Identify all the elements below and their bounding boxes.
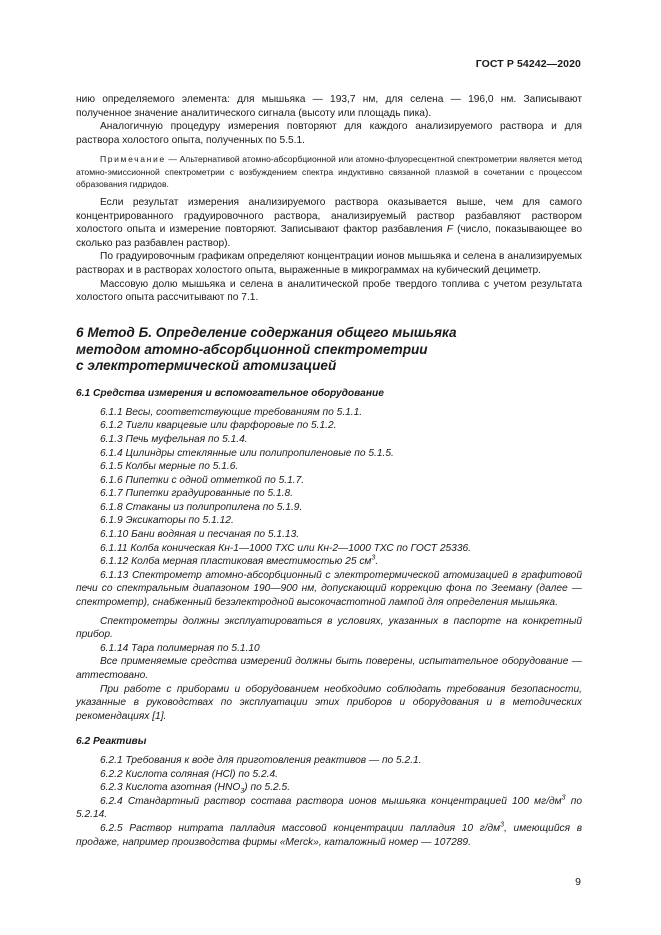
- list-item: 6.1.11 Колба коническая Кн-1—1000 ТХС или Кн-2—1000 ТХС по ГОСТ 25336.: [100, 542, 472, 554]
- standard-header: ГОСТ Р 54242—2020: [475, 58, 581, 70]
- text-run: 6.2.3 Кислота азотная (HNO: [100, 782, 241, 794]
- text-run: ) по 5.2.5.: [244, 782, 291, 794]
- paragraph: Аналогичную процедуру измерения повторяют для каждого анализируемого раствора и для раствора холостого опыта, полученных по 5.5.1.: [76, 121, 582, 146]
- reagents-list: [76, 754, 582, 849]
- list-item: 6.1.6 Пипетки с одной отметкой по 5.1.7.: [100, 474, 305, 486]
- section-6-2-heading: 6.2 Реактивы: [76, 736, 147, 748]
- list-item: [76, 822, 582, 849]
- superscript: 3: [500, 821, 505, 829]
- superscript: 3: [561, 794, 566, 802]
- list-item: 6.1.1 Весы, соответствующие требованиям по 5.1.1.: [100, 406, 363, 418]
- note-text: — Альтернативой атомно-абсорбционной или атомно-флуоресцентной спектрометрии является метод атомно-эмиссионной спектрометрии с возбуждением спектра индуктивно связанной плазмой в сочетании с процессом образования гидридов.: [76, 154, 582, 189]
- paragraph: [76, 196, 582, 250]
- dilution-factor-symbol: F: [446, 224, 453, 236]
- text-run: , имеющийся в продаже, например производства фирмы «Merck», каталожный номер — 107289.: [76, 822, 583, 848]
- list-item: 6.1.4 Цилиндры стеклянные или полипропиленовые по 5.1.5.: [100, 447, 394, 459]
- list-item: 6.1.8 Стаканы из полипропилена по 5.1.9.: [100, 501, 303, 513]
- paragraph: Спектрометры должны эксплуатироваться в условиях, указанных в паспорте на конкретный прибор.: [76, 615, 582, 641]
- page-number: 9: [575, 876, 581, 888]
- superscript: 3: [371, 554, 376, 562]
- list-item: 6.1.10 Бани водяная и песчаная по 5.1.13.: [100, 529, 300, 541]
- list-item: 6.1.13 Спектрометр атомно-абсорбционный с электротермической атомизацией в графитовой печи со спектральным диапазоном 190—900 нм, допускающий коррекцию фона по Зееману (далее — спектрометр), снабженный безэлектродной высокочастотной лампой для определения мышьяка.: [76, 569, 582, 609]
- text-run: Если результат измерения анализируемого раствора оказывается выше, чем для самого концентрированного градуировочного раствора, анализируемый раствор разбавляют раствором холостого опыта и измерение повторяют. Записывают фактор разбавления: [76, 196, 582, 236]
- list-item: 6.1.3 Печь муфельная по 5.1.4.: [100, 433, 248, 445]
- text-run: 6.1.12 Колба мерная пластиковая вместимостью 25 см: [100, 556, 372, 568]
- note-label: Примечание: [100, 154, 166, 165]
- text-run: (число, показывающее во сколько раз разбавлен раствор).: [76, 224, 582, 249]
- list-item: [76, 795, 582, 822]
- section-6-heading: [76, 325, 582, 375]
- paragraph: Массовую долю мышьяка и селена в аналитической пробе твердого топлива с учетом результата холостого опыта рассчитывают по 7.1.: [76, 278, 582, 304]
- list-item: 6.2.2 Кислота соляная (HCl) по 5.2.4.: [100, 768, 278, 780]
- heading-line: с электротермической атомизацией: [76, 358, 337, 374]
- paragraph: нию определяемого элемента: для мышьяка — 193,7 нм, для селена — 196,0 нм. Записывают полученное значение аналитического сигнала (высоту или площадь пика).: [76, 94, 582, 119]
- paragraph: При работе с приборами и оборудованием необходимо соблюдать требования безопасности, указанные в руководствах по эксплуатации этих приборов и оборудования и в методических рекомендациях [1].: [76, 683, 582, 722]
- text-run: 6.2.5 Раствор нитрата палладия массовой концентрации палладия 10 г/дм: [100, 822, 501, 834]
- list-item: 6.1.5 Колбы мерные по 5.1.6.: [100, 461, 239, 473]
- note-paragraph: [76, 153, 582, 190]
- subscript: 3: [240, 788, 245, 796]
- heading-line: методом атомно-абсорбционной спектрометрии: [76, 341, 428, 357]
- page-content: [76, 93, 582, 849]
- list-item: 6.1.2 Тигли кварцевые или фарфоровые по 5.1.2.: [100, 420, 337, 432]
- list-item: 6.1.9 Эксикаторы по 5.1.12.: [100, 515, 234, 527]
- section-6-1-heading: 6.1 Средства измерения и вспомогательное оборудование: [76, 388, 384, 400]
- equipment-list: [76, 406, 582, 724]
- text-run: 6.2.4 Стандартный раствор состава раствора ионов мышьяка концентрацией 100 мг/дм: [100, 795, 562, 807]
- list-item: 6.1.14 Тара полимерная по 5.1.10: [100, 642, 260, 654]
- list-item: [76, 781, 582, 795]
- text-run: по 5.2.14.: [76, 795, 582, 821]
- text-run: .: [375, 556, 379, 568]
- paragraph: Все применяемые средства измерений должны быть поверены, испытательное оборудование — аттестовано.: [76, 656, 582, 681]
- heading-line: 6 Метод Б. Определение содержания общего мышьяка: [76, 324, 457, 340]
- list-item: 6.1.7 Пипетки градуированные по 5.1.8.: [100, 488, 294, 500]
- paragraph: По градуировочным графикам определяют концентрации ионов мышьяка и селена в анализируемых растворах и в растворах холостого опыта, выраженные в микрограммах на кубический дециметр.: [76, 251, 582, 276]
- list-item: [76, 555, 582, 569]
- list-item: 6.2.1 Требования к воде для приготовления реактивов — по 5.2.1.: [100, 754, 422, 766]
